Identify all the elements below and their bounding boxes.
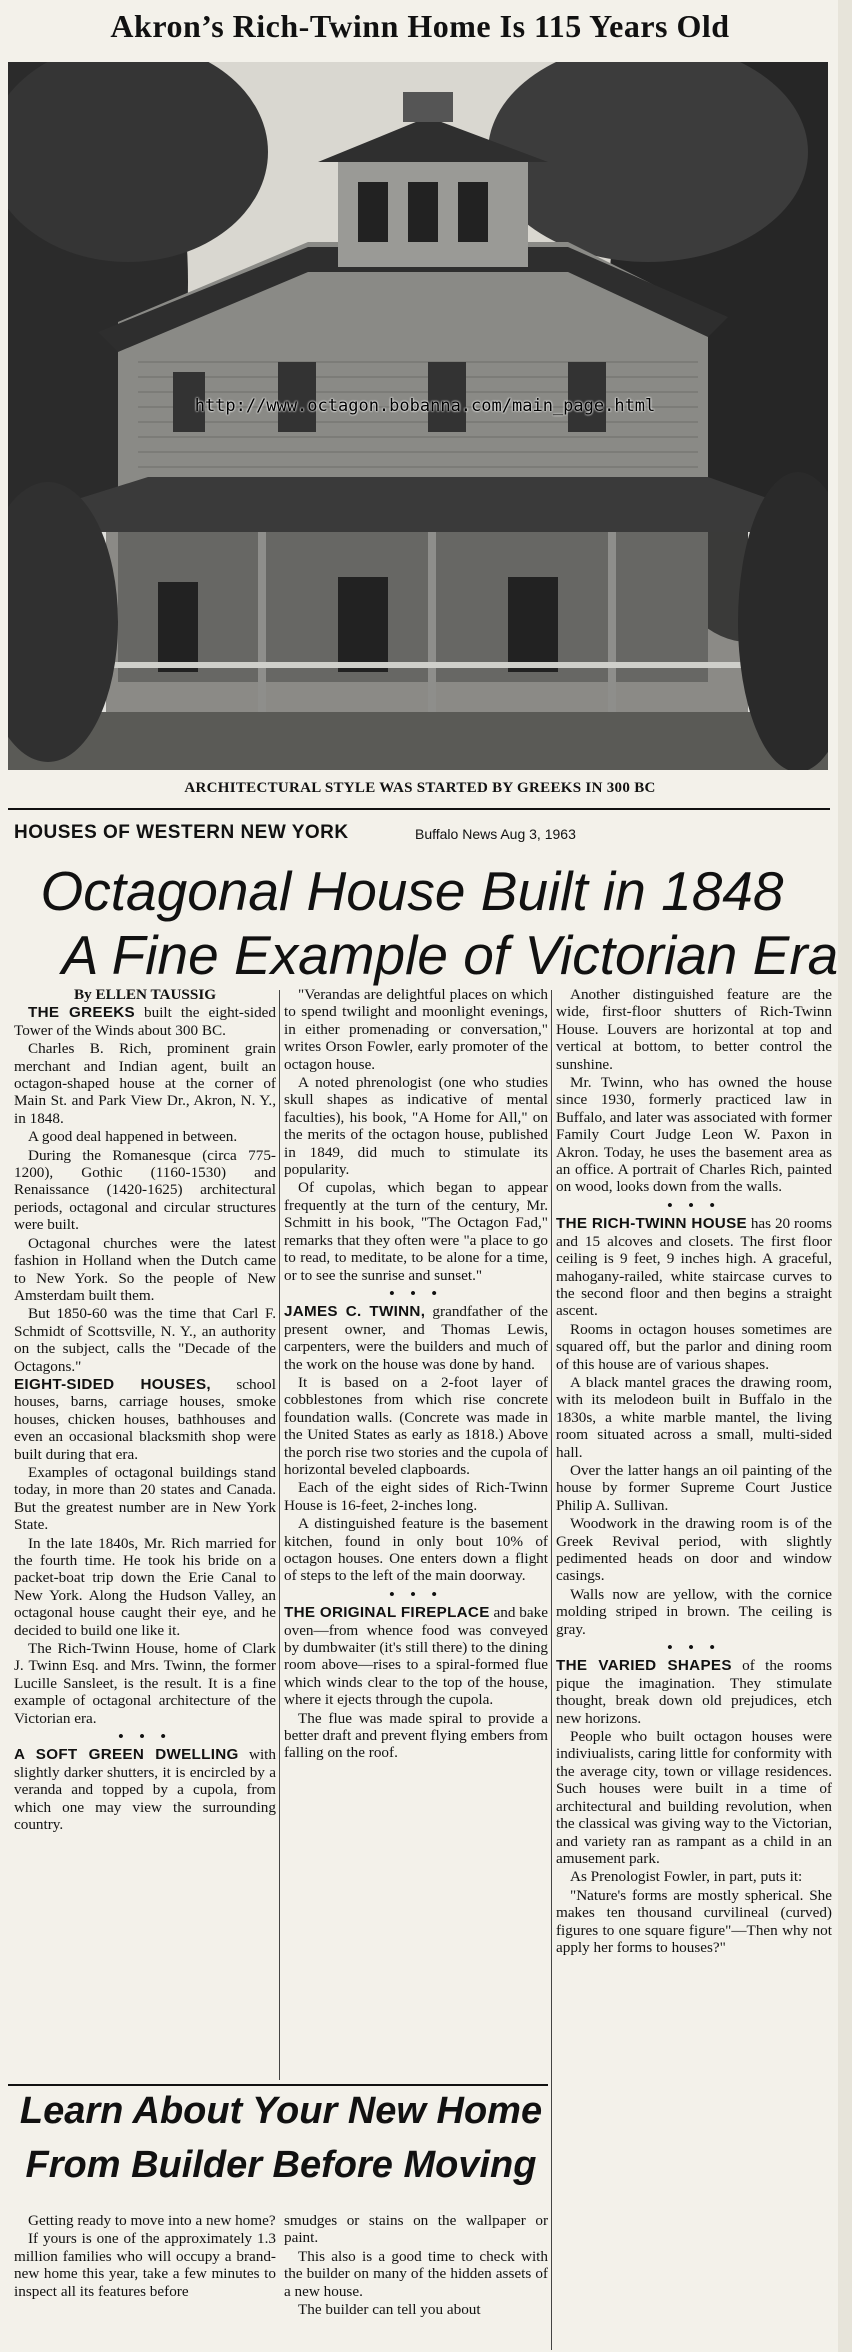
paragraph: Octagonal churches were the latest fashion in Holland when the Dutch came to New York. So the people of New Amsterdam built them. xyxy=(14,1234,276,1304)
column-divider xyxy=(279,990,280,2080)
paragraph: THE VARIED SHAPES of the rooms pique the imagination. They stimulate thought, break down old prejudices, etch new horizons. xyxy=(556,1657,832,1727)
paragraph: Rooms in octagon houses sometimes are squared off, but the parlor and dining room of this house are of various shapes. xyxy=(556,1320,832,1373)
paragraph: Examples of octagonal buildings stand today, in more than 20 states and Canada. But the greatest number are in New York State. xyxy=(14,1463,276,1534)
paragraph: A good deal happened in between. xyxy=(28,1128,238,1146)
paragraph: "Nature's forms are mostly spherical. She makes ten thousand curvilineal (curved) figures to one square figure"—Then why not apply her forms to houses?" xyxy=(556,1886,832,1956)
column-3-paragraphs xyxy=(556,986,832,1956)
paragraph-lead: THE ORIGINAL FIREPLACE xyxy=(284,1604,490,1622)
column-1-paragraphs xyxy=(14,1004,276,1833)
separator-dots: • • • xyxy=(389,1284,443,1302)
paragraph-lead: EIGHT-SIDED HOUSES, xyxy=(14,1375,211,1393)
paragraph-lead: THE GREEKS xyxy=(28,1004,135,1022)
paragraph: As Prenologist Fowler, in part, puts it: xyxy=(570,1868,803,1886)
paragraph: Charles B. Rich, prominent grain merchant and Indian agent, built an octagon-shaped house at the corner of Main St. and Park View Dr., Akron, N. Y., in 1848. xyxy=(14,1040,276,1127)
adjacent-column-edge xyxy=(838,0,852,2352)
paragraph: The builder can tell you about xyxy=(298,2301,481,2319)
article-column-1 xyxy=(14,986,276,1835)
second-headline-line1: Learn About Your New Home xyxy=(19,2090,543,2132)
separator-dots: • • • xyxy=(667,1196,721,1214)
paragraph: THE ORIGINAL FIREPLACE and bake oven—from whence food was conveyed by dumbwaiter (it's still there) to the dining room above—rises to a spiral-formed flue which winds clear to the top of the house, where it ejects through the cupola. xyxy=(284,1604,548,1709)
paragraph: Mr. Twinn, who has owned the house since 1930, formerly practiced law in Buffalo, and later was associated with former Family Court Judge Leon W. Paxon in Akron. Today, he uses the basement area as an office. A portrait of Charles Rich, painted on wood, looks down from the walls. xyxy=(556,1074,832,1196)
paragraph: "Verandas are delightful places on which to spend twilight and moonlight evenings, in either promenading or conversation," writes Orson Fowler, early promoter of the octagon house. xyxy=(284,986,548,1073)
source-note: Buffalo News Aug 3, 1963 xyxy=(415,826,576,842)
paragraph: Walls now are yellow, with the cornice molding striped in brown. The ceiling is gray. xyxy=(556,1585,832,1638)
paragraph-lead: THE RICH-TWINN HOUSE xyxy=(556,1215,747,1233)
article-column-2 xyxy=(284,986,548,1763)
paragraph: A noted phrenologist (one who studies skull shapes as indicative of mental faculties), his book, "A Home for All," on the merits of the octagon house, published in 1849, did much to stimulate its popularity. xyxy=(284,1074,548,1179)
article2-column-2 xyxy=(284,2212,548,2319)
article-headline-line1: Octagonal House Built in 1848 xyxy=(40,860,784,922)
paragraph: Over the latter hangs an oil painting of the house by former Supreme Court Justice Philip A. Sullivan. xyxy=(556,1461,832,1514)
paragraph: If yours is one of the approximately 1.3 million families who will occupy a brand-new home this year, take a few minutes to inspect all its features before xyxy=(14,2230,276,2300)
paragraph: smudges or stains on the wallpaper or paint. xyxy=(284,2212,548,2247)
paragraph: A black mantel graces the drawing room, with its melodeon built in Buffalo in the 1830s, a white marble mantel, the living room situated across a small, multi-sided hall. xyxy=(556,1373,832,1461)
paragraph: Getting ready to move into a new home? xyxy=(28,2212,276,2229)
paragraph: It is based on a 2-foot layer of cobblestones from which rise concrete foundation walls. (Concrete was made in the United States as early as 1818.) Above the porch rise two stories and the cupola of horizontal beveled clapboards. xyxy=(284,1373,548,1478)
separator-dots: • • • xyxy=(389,1585,443,1603)
separator-dots: • • • xyxy=(118,1728,172,1746)
paragraph: Of cupolas, which began to appear frequently at the turn of the century, Mr. Schmitt in his book, "The Octagon Fad," remarks that they often were "a place to go to read, to meditate, to be alone for a time, or to see the sunrise and sunset." xyxy=(284,1179,548,1284)
article2-column-1-paragraphs xyxy=(14,2212,276,2300)
article-headline-line2: A Fine Example of Victorian Era xyxy=(61,924,839,986)
paragraph-lead: THE VARIED SHAPES xyxy=(556,1657,732,1675)
divider xyxy=(8,808,830,810)
paragraph: The Rich-Twinn House, home of Clark J. Twinn Esq. and Mrs. Twinn, the former Lucille Sansleet, is the result. It is a fine example of octagonal architecture of the Victorian era. xyxy=(14,1640,276,1727)
paragraph: This also is a good time to check with the builder on many of the hidden assets of a new house. xyxy=(284,2247,548,2300)
byline: By ELLEN TAUSSIG xyxy=(73,986,217,1003)
paragraph-lead: A SOFT GREEN DWELLING xyxy=(14,1746,239,1764)
paragraph: In the late 1840s, Mr. Rich married for the fourth time. He took his bride on a packet-boat trip down the Erie Canal to New York. Along the Hudson Valley, an octagonal house caught their eye, and he decided to build one like it. xyxy=(14,1534,276,1639)
article-column-3 xyxy=(556,986,832,1957)
section-heading: HOUSES OF WESTERN NEW YORK xyxy=(14,822,349,843)
paragraph: A distinguished feature is the basement kitchen, found in only bout 10% of octagon houses. One enters down a flight of steps to the left of the main doorway. xyxy=(284,1515,548,1585)
paragraph-lead: JAMES C. TWINN, xyxy=(284,1303,426,1321)
divider xyxy=(8,2084,548,2086)
paragraph: Each of the eight sides of Rich-Twinn House is 16-feet, 2-inches long. xyxy=(284,1479,548,1514)
paragraph: EIGHT-SIDED HOUSES, school houses, barns, carriage houses, smoke houses, chicken houses, bathhouses and even an occasional blacksmith shop were built during that era. xyxy=(14,1375,276,1463)
source-url-watermark: http://www.octagon.bobanna.com/main_page.html xyxy=(194,396,656,416)
paragraph: The flue was made spiral to provide a better draft and prevent flying embers from falling on the roof. xyxy=(284,1709,548,1762)
paragraph: But 1850-60 was the time that Carl F. Schmidt of Scottsville, N. Y., an authority on the subject, calls the "Decade of the Octagons." xyxy=(14,1305,276,1375)
paragraph: Another distinguished feature are the wide, first-floor shutters of Rich-Twinn House. Louvers are horizontal at top and vertical at bottom, to better control the sunshine. xyxy=(556,986,832,1073)
paragraph: A SOFT GREEN DWELLING with slightly darker shutters, it is encircled by a veranda and topped by a cupola, from which one may view the surrounding country. xyxy=(14,1746,276,1834)
paragraph: During the Romanesque (circa 775-1200), Gothic (1160-1530) and Renaissance (1420-1625) architectural periods, octagonal and circular structures were built. xyxy=(14,1146,276,1234)
house-photo xyxy=(8,62,828,770)
separator-dots: • • • xyxy=(667,1639,721,1657)
second-headline-line2: From Builder Before Moving xyxy=(25,2144,537,2186)
photo-caption: ARCHITECTURAL STYLE WAS STARTED BY GREEKS IN 300 BC xyxy=(184,780,656,796)
paragraph: THE GREEKS built the eight-sided Tower of the Winds about 300 BC. xyxy=(14,1004,276,1039)
paragraph: Woodwork in the drawing room is of the Greek Revival period, with slightly pedimented heads on door and window casings. xyxy=(556,1515,832,1585)
paragraph: JAMES C. TWINN, grandfather of the present owner, and Thomas Lewis, carpenters, were the builders and much of the work on the house was done by hand. xyxy=(284,1303,548,1373)
article2-column-2-paragraphs xyxy=(284,2212,548,2318)
paragraph: People who built octagon houses were indiviualists, caring little for conformity with the average city, town or village residences. Such houses were built in a time of architectural and building revolution, when the classical was giving way to the Victorian, and variety ran as rampant as a child in an amusement park. xyxy=(556,1728,832,1867)
octagon-house-illustration xyxy=(8,62,828,770)
article2-column-1 xyxy=(14,2212,276,2301)
paragraph: THE RICH-TWINN HOUSE has 20 rooms and 15 alcoves and closets. The first floor ceiling is 9 feet, 9 inches high. A graceful, mahogany-railed, white staircase curves to the second floor and then begins a straight ascent. xyxy=(556,1215,832,1320)
photo-headline: Akron’s Rich-Twinn Home Is 115 Years Old xyxy=(110,8,730,44)
column-2-paragraphs xyxy=(284,986,548,1762)
